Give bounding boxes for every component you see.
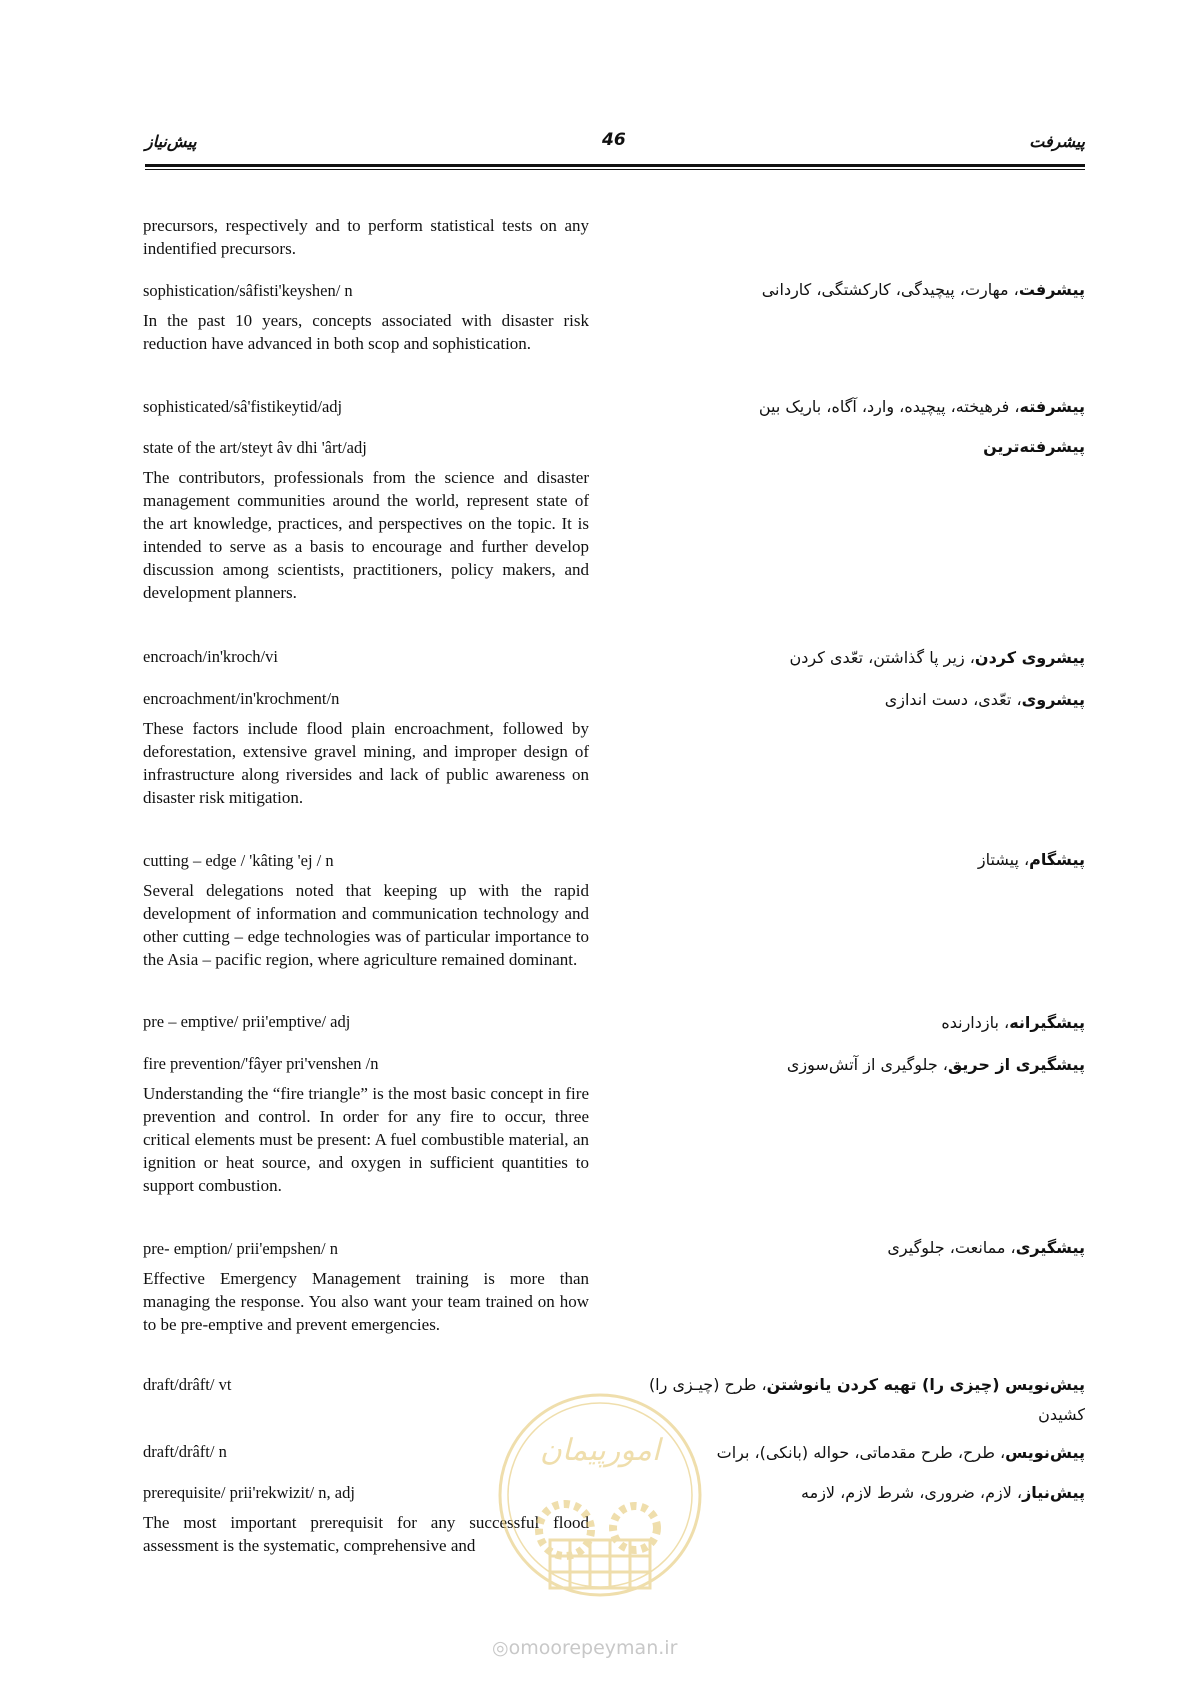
fa-encroachment [605,685,1085,715]
entry-example: The contributors, professionals from the science and disaster management communities around the world, represent state of the art knowledge, practices, and perspectives on the topic. It is intended to serve as a basis to encourage and further develop discussion among scientists, practitioners, policy makers, and development planners. [143,468,589,602]
fa-definition: ، لازم، ضروری، شرط لازم، لازمه [801,1483,1023,1502]
entry-term: pre – emptive/ prii'emptive/ adj [143,1012,351,1031]
entry-state-of-the-art [143,437,589,604]
entry-term: sophisticated/sâ'fistikeytid/adj [143,397,343,416]
fa-headword: پیشرفته [1019,397,1085,416]
fa-cutting-edge [605,845,1085,875]
entry-cutting-edge [143,850,589,971]
fa-headword: پیشروی [1021,690,1085,709]
intro-paragraph [143,214,589,260]
entry-pre-emption [143,1238,589,1336]
fa-encroach [605,643,1085,673]
entry-sophisticated [143,396,589,425]
globe-icon: ◎ [492,1637,509,1659]
entry-encroach [143,646,589,675]
entry-example: Several delegations noted that keeping up with the rapid development of information and communication technology and other cutting – edge technologies was of particular importance to the Asia – pacific region, where agriculture remained dominant. [143,881,589,969]
fa-definition: ، جلوگیری از آتش‌سوزی [786,1055,948,1074]
entry-draft-n [143,1441,589,1470]
fa-definition: ، زیر پا گذاشتن، تعّدی کردن [789,648,975,667]
fa-prerequisite [605,1478,1085,1508]
watermark-site: ◎omoorepeyman.ir [492,1637,678,1659]
fa-definition: ، بازدارنده [941,1013,1010,1032]
entry-fire-prevention [143,1053,589,1197]
fa-headword: پیشگیرانه [1009,1013,1085,1032]
fa-definition: ، طرح (چیـزی را) کشیدن [648,1375,1085,1424]
fa-headword: پیشرفته‌ترین [983,437,1085,456]
entry-encroachment [143,688,589,809]
entry-term: encroachment/in'krochment/n [143,689,340,708]
fa-headword: پیشروی کردن [974,648,1085,667]
intro-text: precursors, respectively and to perform statistical tests on any indentified precursors. [143,216,589,258]
entry-pre-emptive [143,1011,589,1040]
fa-headword: پیشرفت [1018,280,1085,299]
entry-term: draft/drâft/ n [143,1442,227,1461]
fa-definition: ، پیشتاز [977,850,1030,869]
header-rule-thick [145,164,1085,167]
fa-sophistication [605,275,1085,305]
fa-definition: ، طرح، طرح مقدماتی، حواله (بانکی)، برات [716,1443,1006,1462]
fa-pre-emptive [605,1008,1085,1038]
entry-term: cutting – edge / 'kâting 'ej / n [143,851,334,870]
entry-example: These factors include flood plain encroachment, followed by deforestation, extensive gravel mining, and improper design of infrastructure along riversides and lack of public awareness on disaster risk mitigation. [143,719,589,807]
entry-example: Effective Emergency Management training is more than managing the response. You also want your team trained on how to be pre-emptive and prevent emergencies. [143,1269,589,1334]
fa-definition: ، فرهیخته، پیچیده، وارد، آگاه، باریک بین [758,397,1020,416]
fa-sophisticated [605,392,1085,422]
fa-definition: ، تعّدی، دست اندازی [884,690,1022,709]
entry-term: state of the art/steyt âv dhi 'ârt/adj [143,438,367,457]
entry-term: draft/drâft/ vt [143,1375,232,1394]
entry-draft-vt [143,1374,589,1403]
fa-headword: پیش‌نویس (چیزی را) تهیه کردن یانوشتن [766,1375,1085,1394]
fa-headword: پیش‌نیاز [1022,1483,1085,1502]
page-header [145,128,1085,168]
header-rule-thin [145,169,1085,170]
entry-term: sophistication/sâfisti'keyshen/ n [143,281,353,300]
fa-headword: پیش‌نویس [1005,1443,1085,1462]
entry-term: fire prevention/'fâyer pri'venshen /n [143,1054,379,1073]
fa-draft-n [605,1438,1085,1468]
fa-draft-vt [615,1370,1085,1430]
entry-term: pre- emption/ prii'empshen/ n [143,1239,338,1258]
header-chapter-title: پیشرفت [1029,132,1085,151]
fa-headword: پیشگیری از حریق [947,1055,1085,1074]
fa-definition: ، مهارت، پیچیدگی، کارکشتگی، کاردانی [761,280,1019,299]
fa-fire-prevention [605,1050,1085,1080]
watermark-logo-text: امورپیمان [539,1433,661,1468]
entry-term: encroach/in'kroch/vi [143,647,278,666]
page-number: 46 [602,130,626,150]
fa-state-of-the-art [605,432,1085,462]
entry-term: prerequisite/ prii'rekwizit/ n, adj [143,1483,355,1502]
fa-headword: پیشگام [1029,850,1085,869]
fa-pre-emption [605,1233,1085,1263]
entry-example: Understanding the “fire triangle” is the most basic concept in fire prevention and control. In order for any fire to occur, three critical elements must be present: A fuel combustible material, an ignition or heat source, and oxygen in sufficient quantities to support combustion. [143,1084,589,1195]
entry-example: The most important prerequisit for any successful flood assessment is the systematic, comprehensive and [143,1513,589,1555]
entry-sophistication [143,280,589,355]
fa-headword: پیشگیری [1015,1238,1085,1257]
header-section-title: پیش‌نیاز [145,132,197,151]
entry-prerequisite [143,1482,589,1557]
fa-definition: ، ممانعت، جلوگیری [887,1238,1016,1257]
entry-example: In the past 10 years, concepts associated with disaster risk reduction have advanced in both scop and sophistication. [143,311,589,353]
